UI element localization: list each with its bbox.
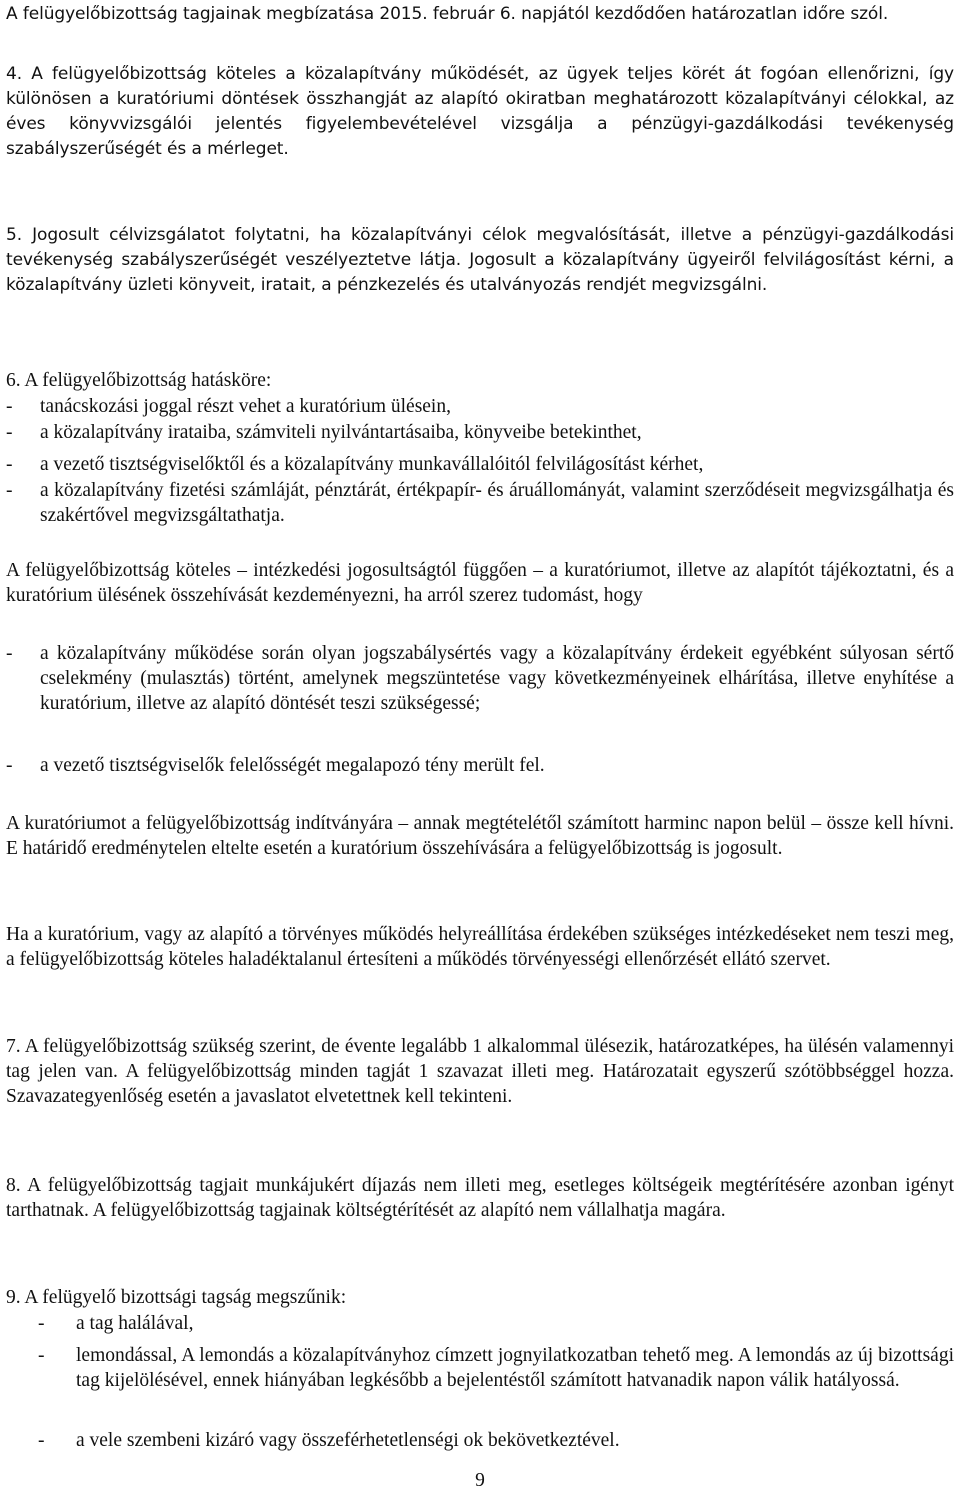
list-item — [6, 394, 954, 419]
dash-bullet: - — [38, 1313, 45, 1334]
list-item — [6, 753, 954, 778]
dash-bullet: - — [6, 454, 13, 475]
dash-bullet: - — [38, 1345, 45, 1366]
dash-bullet: - — [6, 643, 13, 664]
list-item-text: a vezető tisztségviselőktől és a közalapítvány munkavállalóitól felvilágosítást kérhet, — [40, 454, 704, 475]
list-item-text: lemondással, A lemondás a közalapítványhoz címzett jognyilatkozatban tehető meg. A lemondás az új bizottsági tag kijelölésével, ennek hiányában legkésőbb a bejelentéstől számított hatvanadik napon válik hatályossá. — [76, 1345, 954, 1391]
list-item-text: a közalapítvány fizetési számláját, pénztárát, értékpapír- és áruállományát, valamint szerződéseit megvizsgálhatja és szakértővel megvizsgáltathatja. — [40, 480, 954, 526]
section-4-paragraph: 4. A felügyelőbizottság köteles a közalapítvány működését, az ügyek teljes körét át fogóan ellenőrizni, így különösen a kuratóriumi döntések összhangját az alapító okiratban meghatározott közalapítványi célokkal, az éves könyvvizsgálói jelentés figyelembevételével vizsgálja a pénzügyi-gazdálkodási tevékenység szabályszerűségét és a mérleget. — [6, 64, 954, 159]
dash-bullet: - — [6, 396, 13, 417]
section-5-paragraph: 5. Jogosult célvizsgálatot folytatni, ha közalapítványi célok megvalósítását, illetve a pénzügyi-gazdálkodási tevékenység szabályszerűségét veszélyeztetve látja. Jogosult a közalapítvány ügyeiről felvilágosítást kérni, a közalapítvány üzleti könyveit, iratait, a pénzkezelés és utalványozás rendjét megvizsgálni. — [6, 225, 954, 295]
list-item — [6, 641, 954, 716]
list-item — [6, 420, 954, 445]
dash-bullet: - — [38, 1430, 45, 1451]
list-item — [6, 1343, 954, 1393]
obligation-intro: A felügyelőbizottság köteles ‒ intézkedési jogosultságtól függően ‒ a kuratóriumot, illetve az alapítót tájékoztatni, és a kuratórium ülésének összehívását kezdeményezni, ha arról szerez tudomást, hogy — [6, 560, 954, 606]
section-9-heading: 9. A felügyelő bizottsági tagság megszűnik: — [6, 1287, 347, 1308]
section-6-heading: 6. A felügyelőbizottság hatásköre: — [6, 370, 272, 391]
list-item-text: a vezető tisztségviselők felelősségét megalapozó tény merült fel. — [40, 755, 545, 776]
dash-bullet: - — [6, 422, 13, 443]
list-item — [6, 452, 954, 477]
list-item — [6, 478, 954, 528]
dash-bullet: - — [6, 480, 13, 501]
page-number: 9 — [475, 1470, 485, 1491]
failure-paragraph: Ha a kuratórium, vagy az alapító a törvényes működés helyreállítása érdekében szükséges intézkedéseket nem teszi meg, a felügyelőbizottság köteles haladéktalanul értesíteni a működés törvényességi ellenőrzését ellátó szervet. — [6, 924, 954, 970]
list-item — [6, 1428, 954, 1453]
list-item-text: a tag halálával, — [76, 1313, 194, 1334]
convene-paragraph: A kuratóriumot a felügyelőbizottság indítványára ‒ annak megtételétől számított harminc napon belül ‒ össze kell hívni. E határidő eredménytelen eltelte esetén a kuratórium összehívására a felügyelőbizottság is jogosult. — [6, 813, 954, 859]
section-8-paragraph: 8. A felügyelőbizottság tagjait munkájukért díjazás nem illeti meg, esetleges költségeik megtérítésére azonban igényt tarthatnak. A felügyelőbizottság tagjainak költségtérítését az alapító nem vállalhatja magára. — [6, 1175, 954, 1221]
list-item-text: a közalapítvány működése során olyan jogszabálysértés vagy a közalapítvány érdekeit egyébként súlyosan sértő cselekmény (mulasztás) történt, amelynek megszüntetése vagy következményeinek elhárítása, illetve enyhítése a kuratórium, illetve az alapító döntését teszi szükségessé; — [40, 643, 954, 714]
section-7-paragraph: 7. A felügyelőbizottság szükség szerint, de évente legalább 1 alkalommal ülésezik, határozatképes, ha ülésén valamennyi tag jelen van. A felügyelőbizottság minden tagját 1 szavazat illeti meg. Határozatait egyszerű szótöbbséggel hozza. Szavazategyenlőség esetén a javaslatot elvetettnek kell tekinteni. — [6, 1036, 954, 1107]
mandate-paragraph: A felügyelőbizottság tagjainak megbízatása 2015. február 6. napjától kezdődően határozatlan időre szól. — [6, 4, 889, 24]
dash-bullet: - — [6, 755, 13, 776]
list-item-text: a vele szembeni kizáró vagy összeférhetetlenségi ok bekövetkeztével. — [76, 1430, 620, 1451]
list-item-text: tanácskozási joggal részt vehet a kuratórium ülésein, — [40, 396, 451, 417]
list-item-text: a közalapítvány irataiba, számviteli nyilvántartásaiba, könyveibe betekinthet, — [40, 422, 642, 443]
list-item — [6, 1311, 954, 1336]
